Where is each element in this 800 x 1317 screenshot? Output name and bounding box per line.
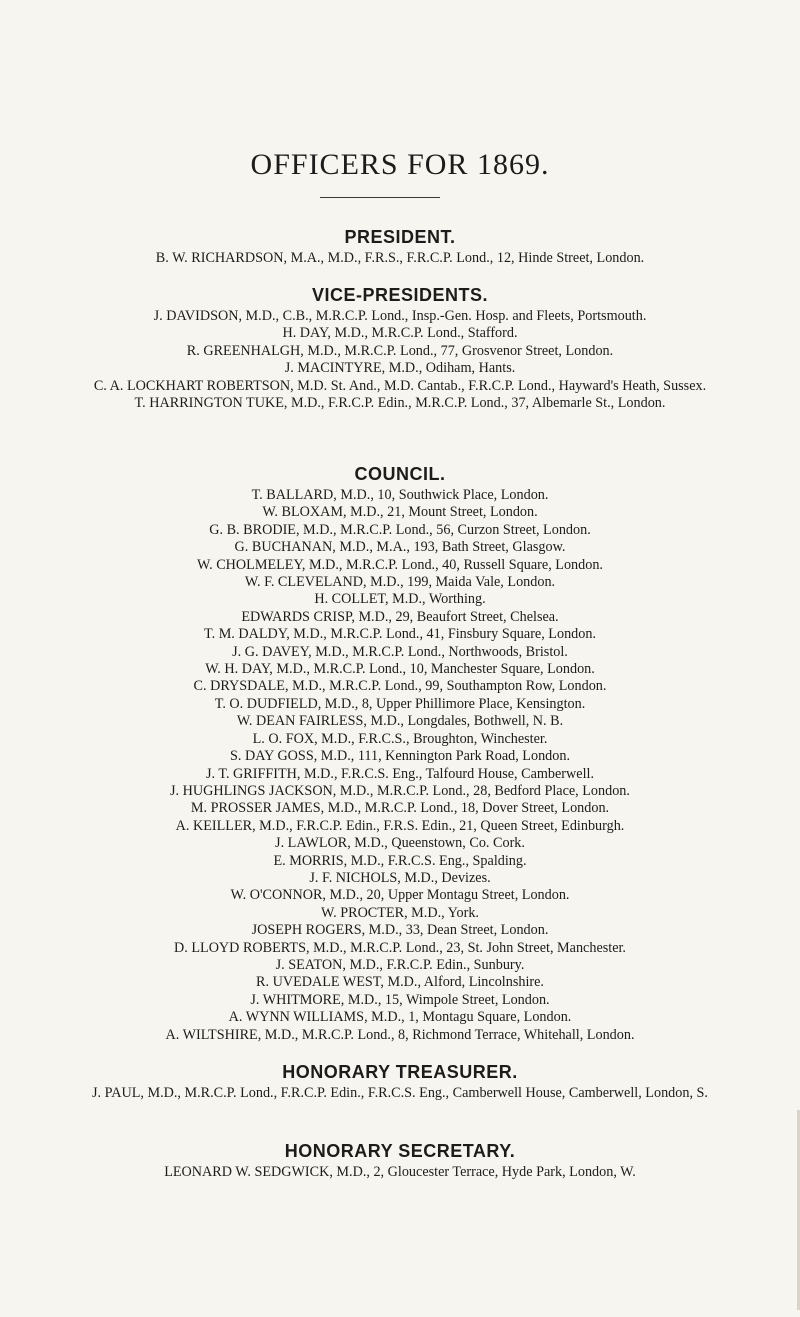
officer-entry: T. M. DALDY, M.D., M.R.C.P. Lond., 41, Finsbury Square, London. bbox=[203, 626, 596, 643]
officer-entry: J. DAVIDSON, M.D., C.B., M.R.C.P. Lond., Insp.-Gen. Hosp. and Fleets, Portsmouth. bbox=[153, 308, 647, 324]
officer-entry: J. SEATON, M.D., F.R.C.P. Edin., Sunbury. bbox=[275, 956, 525, 973]
officer-entry: J. HUGHLINGS JACKSON, M.D., M.R.C.P. Lond., 28, Bedford Place, London. bbox=[170, 782, 630, 799]
officer-entry: JOSEPH ROGERS, M.D., 33, Dean Street, London. bbox=[251, 922, 549, 939]
officer-entry: R. UVEDALE WEST, M.D., Alford, Lincolnshire. bbox=[256, 974, 544, 991]
officer-entry: E. MORRIS, M.D., F.R.C.S. Eng., Spalding. bbox=[273, 852, 527, 869]
officer-entry: B. W. RICHARDSON, M.A., M.D., F.R.S., F.R.C.P. Lond., 12, Hinde Street, London. bbox=[155, 250, 645, 266]
officer-entry: R. GREENHALGH, M.D., M.R.C.P. Lond., 77, Grosvenor Street, London. bbox=[186, 342, 614, 359]
officer-entry: LEONARD W. SEDGWICK, M.D., 2, Gloucester Terrace, Hyde Park, London, W. bbox=[164, 1164, 636, 1180]
officer-entry: M. PROSSER JAMES, M.D., M.R.C.P. Lond., 18, Dover Street, London. bbox=[190, 800, 610, 817]
vice-presidents-heading: VICE-PRESIDENTS. bbox=[311, 285, 489, 305]
officer-entry: J. F. NICHOLS, M.D., Devizes. bbox=[309, 869, 491, 886]
page-title: OFFICERS FOR 1869. bbox=[250, 148, 550, 181]
officer-entry: J. LAWLOR, M.D., Queenstown, Co. Cork. bbox=[275, 835, 525, 852]
council-list bbox=[30, 487, 770, 1044]
officer-entry: W. F. CLEVELAND, M.D., 199, Maida Vale, London. bbox=[244, 574, 556, 591]
officer-entry: A. WILTSHIRE, M.D., M.R.C.P. Lond., 8, Richmond Terrace, Whitehall, London. bbox=[165, 1026, 635, 1043]
president-heading: PRESIDENT. bbox=[344, 227, 456, 247]
officer-entry: S. DAY GOSS, M.D., 111, Kennington Park Road, London. bbox=[230, 748, 570, 765]
officer-entry: W. PROCTER, M.D., York. bbox=[321, 904, 479, 921]
secretary-list bbox=[30, 1164, 770, 1181]
treasurer-heading: HONORARY TREASURER. bbox=[282, 1062, 518, 1082]
officer-entry: A. KEILLER, M.D., F.R.C.P. Edin., F.R.S. Edin., 21, Queen Street, Edinburgh. bbox=[175, 817, 625, 834]
officer-entry: H. COLLET, M.D., Worthing. bbox=[314, 591, 486, 608]
officer-entry: W. O'CONNOR, M.D., 20, Upper Montagu Street, London. bbox=[230, 887, 570, 904]
officer-entry: T. HARRINGTON TUKE, M.D., F.R.C.P. Edin., M.R.C.P. Lond., 37, Albemarle St., London. bbox=[134, 395, 666, 412]
officer-entry: J. WHITMORE, M.D., 15, Wimpole Street, London. bbox=[250, 991, 550, 1008]
president-list bbox=[30, 250, 770, 267]
officer-entry: A. WYNN WILLIAMS, M.D., 1, Montagu Square, London. bbox=[228, 1009, 572, 1026]
title-rule bbox=[320, 197, 440, 198]
officer-entry: W. DEAN FAIRLESS, M.D., Longdales, Bothwell, N. B. bbox=[236, 713, 564, 730]
officer-entry: L. O. FOX, M.D., F.R.C.S., Broughton, Winchester. bbox=[252, 730, 548, 747]
officer-entry: C. A. LOCKHART ROBERTSON, M.D. St. And., M.D. Cantab., F.R.C.P. Lond., Hayward's Heath, Sussex. bbox=[93, 377, 707, 394]
officer-entry: W. CHOLMELEY, M.D., M.R.C.P. Lond., 40, Russell Square, London. bbox=[197, 556, 603, 573]
officer-entry: J. G. DAVEY, M.D., M.R.C.P. Lond., Northwoods, Bristol. bbox=[232, 643, 568, 660]
vice-presidents-list bbox=[30, 308, 770, 412]
officer-entry: T. O. DUDFIELD, M.D., 8, Upper Phillimore Place, Kensington. bbox=[214, 695, 586, 712]
secretary-heading: HONORARY SECRETARY. bbox=[284, 1141, 516, 1161]
officer-entry: J. MACINTYRE, M.D., Odiham, Hants. bbox=[284, 360, 516, 377]
council-heading: COUNCIL. bbox=[354, 464, 446, 484]
officer-entry: G. BUCHANAN, M.D., M.A., 193, Bath Street, Glasgow. bbox=[234, 539, 566, 556]
officer-entry: G. B. BRODIE, M.D., M.R.C.P. Lond., 56, Curzon Street, London. bbox=[209, 521, 591, 538]
treasurer-list bbox=[30, 1085, 770, 1102]
officer-entry: EDWARDS CRISP, M.D., 29, Beaufort Street, Chelsea. bbox=[241, 608, 559, 625]
officer-entry: D. LLOYD ROBERTS, M.D., M.R.C.P. Lond., 23, St. John Street, Manchester. bbox=[174, 939, 626, 956]
officer-entry: H. DAY, M.D., M.R.C.P. Lond., Stafford. bbox=[282, 325, 518, 342]
officer-entry: T. BALLARD, M.D., 10, Southwick Place, London. bbox=[251, 487, 549, 503]
officer-entry: J. T. GRIFFITH, M.D., F.R.C.S. Eng., Talfourd House, Camberwell. bbox=[205, 765, 595, 782]
officer-entry: W. H. DAY, M.D., M.R.C.P. Lond., 10, Manchester Square, London. bbox=[205, 661, 595, 678]
officer-entry: C. DRYSDALE, M.D., M.R.C.P. Lond., 99, Southampton Row, London. bbox=[193, 678, 607, 695]
officer-entry: W. BLOXAM, M.D., 21, Mount Street, London. bbox=[262, 504, 538, 521]
officer-entry: J. PAUL, M.D., M.R.C.P. Lond., F.R.C.P. Edin., F.R.C.S. Eng., Camberwell House, Camberwell, London, S. bbox=[92, 1085, 708, 1101]
